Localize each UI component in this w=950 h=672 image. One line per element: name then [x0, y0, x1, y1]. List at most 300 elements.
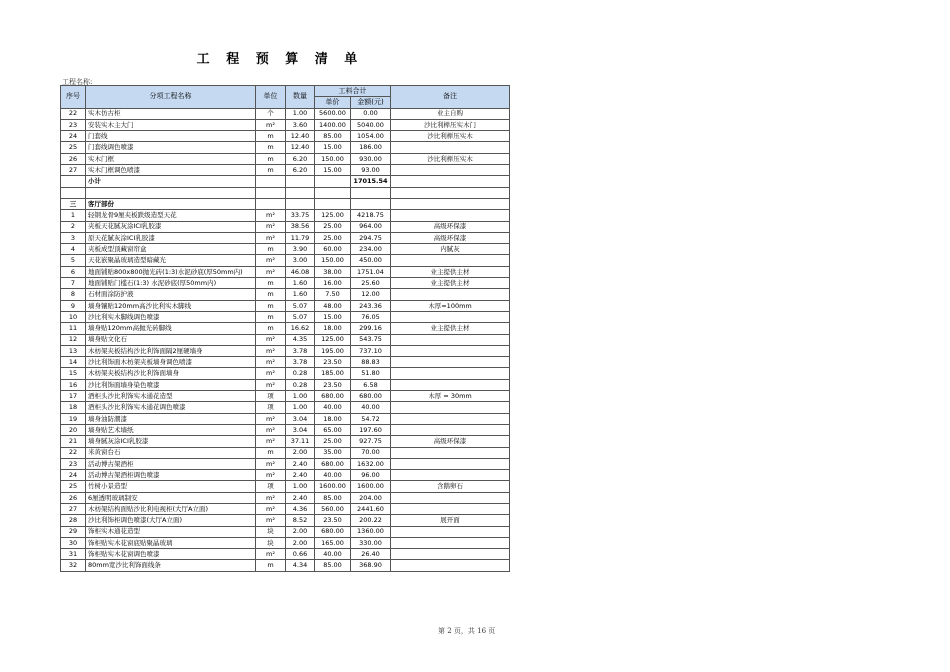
- cell-qty: 0.28: [286, 379, 315, 390]
- cell-seq: 23: [61, 458, 86, 469]
- cell-amount: 186.00: [351, 142, 391, 153]
- table-row: [61, 210, 510, 221]
- cell-seq: 4: [61, 244, 86, 255]
- header-remark: 备注: [391, 86, 510, 109]
- cell-qty: 3.00: [286, 255, 315, 266]
- cell-seq: 12: [61, 334, 86, 345]
- header-cost-total: 工料合计: [315, 86, 391, 97]
- cell-remark: [391, 165, 510, 176]
- cell-remark: [391, 458, 510, 469]
- cell-qty: 2.40: [286, 458, 315, 469]
- cell-name: 墙身镶贴120mm高沙比利实木脚线: [86, 300, 256, 311]
- cell-remark: [391, 334, 510, 345]
- cell-name: 客厅部份: [86, 198, 256, 209]
- cell-seq: 11: [61, 323, 86, 334]
- cell-remark: [391, 424, 510, 435]
- cell-remark: [391, 357, 510, 368]
- cell-seq: 10: [61, 311, 86, 322]
- cell-remark: [391, 187, 510, 198]
- cell-remark: 业主自购: [391, 108, 510, 119]
- cell-price: 195.00: [315, 345, 351, 356]
- header-seq: 序号: [61, 86, 86, 109]
- table-row: [61, 119, 510, 130]
- cell-price: 38.00: [315, 266, 351, 277]
- cell-seq: 20: [61, 424, 86, 435]
- table-row: [61, 357, 510, 368]
- table-row: [61, 108, 510, 119]
- cell-qty: 3.78: [286, 357, 315, 368]
- cell-seq: 1: [61, 210, 86, 221]
- cell-amount: 964.00: [351, 221, 391, 232]
- cell-qty: 1.00: [286, 402, 315, 413]
- cell-remark: 沙比利榉压实木门: [391, 119, 510, 130]
- cell-name: 门套线: [86, 131, 256, 142]
- cell-unit: m: [256, 142, 286, 153]
- cell-price: 85.00: [315, 560, 351, 571]
- cell-name: 沙比利饰柜调色喷漆(大厅A立面): [86, 515, 256, 526]
- cell-price: 23.50: [315, 515, 351, 526]
- cell-remark: 沙比利榉压实木: [391, 131, 510, 142]
- cell-name: 小计: [86, 176, 256, 187]
- table-row: [61, 153, 510, 164]
- cell-qty: 0.66: [286, 549, 315, 560]
- cell-amount: 17015.54: [351, 176, 391, 187]
- cell-price: 23.50: [315, 357, 351, 368]
- cell-seq: 32: [61, 560, 86, 571]
- cell-qty: 2.40: [286, 470, 315, 481]
- cell-unit: m: [256, 153, 286, 164]
- cell-seq: 3: [61, 232, 86, 243]
- cell-remark: 业主提供主材: [391, 266, 510, 277]
- cell-qty: 3.78: [286, 345, 315, 356]
- cell-unit: m²: [256, 458, 286, 469]
- cell-remark: 展开面: [391, 515, 510, 526]
- cell-amount: 88.83: [351, 357, 391, 368]
- table-row: [61, 549, 510, 560]
- cell-price: 680.00: [315, 391, 351, 402]
- table-row: [61, 244, 510, 255]
- cell-seq: 31: [61, 549, 86, 560]
- cell-unit: m²: [256, 379, 286, 390]
- table-row: [61, 560, 510, 571]
- cell-amount: 6.58: [351, 379, 391, 390]
- cell-unit: m²: [256, 334, 286, 345]
- cell-remark: [391, 470, 510, 481]
- table-row: [61, 187, 510, 198]
- page-footer: 第 2 页，共 16 页: [438, 627, 496, 635]
- cell-qty: 1.00: [286, 481, 315, 492]
- cell-unit: 个: [256, 108, 286, 119]
- cell-unit: m: [256, 323, 286, 334]
- cell-seq: 22: [61, 447, 86, 458]
- cell-name: 夹板天花腻灰涂ICI乳胶漆: [86, 221, 256, 232]
- cell-name: 活动博古架酒柜调色喷漆: [86, 470, 256, 481]
- table-row: [61, 379, 510, 390]
- cell-amount: 204.00: [351, 492, 391, 503]
- cell-remark: [391, 176, 510, 187]
- cell-amount: 26.40: [351, 549, 391, 560]
- cell-unit: m: [256, 311, 286, 322]
- cell-remark: [391, 289, 510, 300]
- cell-unit: m: [256, 560, 286, 571]
- cell-amount: 737.10: [351, 345, 391, 356]
- cell-price: 185.00: [315, 368, 351, 379]
- table-row: [61, 368, 510, 379]
- header-name: 分项工程名称: [86, 86, 256, 109]
- cell-amount: 2441.60: [351, 503, 391, 514]
- cell-name: 6厘透明玻璃制安: [86, 492, 256, 503]
- cell-name: 夹板成型顶藏窗帘盒: [86, 244, 256, 255]
- cell-seq: 7: [61, 278, 86, 289]
- cell-name: 木枋架夹板结构沙比利饰面墙身: [86, 368, 256, 379]
- cell-name: 饰柜实木通花造型: [86, 526, 256, 537]
- cell-amount: 51.80: [351, 368, 391, 379]
- cell-remark: 含鹅卵石: [391, 481, 510, 492]
- header-unit: 单位: [256, 86, 286, 109]
- table-row: [61, 424, 510, 435]
- page-title: 工 程 预 算 清 单: [196, 52, 364, 67]
- header-price: 单价: [315, 97, 351, 108]
- cell-amount: 0.00: [351, 108, 391, 119]
- cell-amount: 234.00: [351, 244, 391, 255]
- cell-name: 天花嵌聚晶玻璃造型暗藏光: [86, 255, 256, 266]
- table-row: [61, 537, 510, 548]
- cell-qty: 3.60: [286, 119, 315, 130]
- cell-qty: 4.36: [286, 503, 315, 514]
- cell-unit: [256, 198, 286, 209]
- cell-name: [86, 187, 256, 198]
- cell-seq: 16: [61, 379, 86, 390]
- cell-amount: 1054.00: [351, 131, 391, 142]
- cell-remark: [391, 255, 510, 266]
- cell-unit: m²: [256, 368, 286, 379]
- cell-amount: 40.00: [351, 402, 391, 413]
- cell-remark: [391, 345, 510, 356]
- cell-seq: [61, 176, 86, 187]
- cell-unit: 项: [256, 391, 286, 402]
- cell-remark: [391, 368, 510, 379]
- cell-price: 125.00: [315, 210, 351, 221]
- cell-seq: 2: [61, 221, 86, 232]
- cell-seq: 26: [61, 492, 86, 503]
- table-row: [61, 503, 510, 514]
- cell-remark: [391, 526, 510, 537]
- cell-amount: 197.60: [351, 424, 391, 435]
- cell-qty: 16.62: [286, 323, 315, 334]
- cell-amount: 930.00: [351, 153, 391, 164]
- cell-price: [315, 198, 351, 209]
- cell-name: 木枋架夹板结构沙比利饰面隔2厘硬墙身: [86, 345, 256, 356]
- table-row: [61, 142, 510, 153]
- cell-qty: 46.08: [286, 266, 315, 277]
- cell-unit: [256, 187, 286, 198]
- table-row: [61, 232, 510, 243]
- cell-seq: 27: [61, 503, 86, 514]
- cell-amount: 927.75: [351, 436, 391, 447]
- cell-amount: 96.00: [351, 470, 391, 481]
- cell-name: 米黄窗台石: [86, 447, 256, 458]
- cell-remark: 沙比利榉压实木: [391, 153, 510, 164]
- cell-qty: 2.00: [286, 447, 315, 458]
- header-qty: 数量: [286, 86, 315, 109]
- table-row: [61, 221, 510, 232]
- cell-name: 饰柜贴实木花窗底贴聚晶玻璃: [86, 537, 256, 548]
- cell-seq: 15: [61, 368, 86, 379]
- cell-qty: 11.79: [286, 232, 315, 243]
- cell-seq: 13: [61, 345, 86, 356]
- cell-remark: [391, 492, 510, 503]
- cell-price: 48.00: [315, 300, 351, 311]
- cell-name: 实木门框调色喷漆: [86, 165, 256, 176]
- cell-amount: 368.90: [351, 560, 391, 571]
- table-row: [61, 255, 510, 266]
- cell-unit: m²: [256, 549, 286, 560]
- cell-amount: 243.36: [351, 300, 391, 311]
- cell-amount: 680.00: [351, 391, 391, 402]
- cell-unit: m: [256, 244, 286, 255]
- cell-qty: 8.52: [286, 515, 315, 526]
- cell-name: 木枋架结构面贴沙比利电视柜(大厅A立面): [86, 503, 256, 514]
- cell-price: 165.00: [315, 537, 351, 548]
- cell-name: 地面铺贴800x800抛光砖(1:3)水泥砂底(厚50mm内): [86, 266, 256, 277]
- cell-qty: 1.00: [286, 391, 315, 402]
- budget-table: [60, 85, 510, 572]
- cell-qty: 1.60: [286, 289, 315, 300]
- cell-unit: m²: [256, 357, 286, 368]
- cell-name: 门套线调色喷漆: [86, 142, 256, 153]
- cell-name: 墙身贴艺术墙纸: [86, 424, 256, 435]
- cell-price: 25.00: [315, 232, 351, 243]
- table-row: [61, 436, 510, 447]
- cell-name: 墙身贴文化石: [86, 334, 256, 345]
- cell-seq: 25: [61, 481, 86, 492]
- cell-price: 125.00: [315, 334, 351, 345]
- cell-name: 原天花腻灰涂ICI乳胶漆: [86, 232, 256, 243]
- cell-amount: 76.05: [351, 311, 391, 322]
- table-row: [61, 300, 510, 311]
- cell-unit: m²: [256, 515, 286, 526]
- cell-unit: m: [256, 289, 286, 300]
- cell-qty: 12.40: [286, 142, 315, 153]
- cell-remark: 内腻灰: [391, 244, 510, 255]
- cell-name: 墙身油防潮漆: [86, 413, 256, 424]
- table-row: [61, 334, 510, 345]
- cell-qty: 5.07: [286, 300, 315, 311]
- table-row: [61, 323, 510, 334]
- table-row: [61, 447, 510, 458]
- table-row: [61, 458, 510, 469]
- cell-unit: 块: [256, 537, 286, 548]
- cell-qty: [286, 198, 315, 209]
- cell-qty: 1.60: [286, 278, 315, 289]
- cell-unit: m²: [256, 503, 286, 514]
- cell-price: 5600.00: [315, 108, 351, 119]
- cell-seq: 24: [61, 470, 86, 481]
- cell-seq: 8: [61, 289, 86, 300]
- cell-name: 竹树小景造型: [86, 481, 256, 492]
- table-row: [61, 526, 510, 537]
- cell-seq: 22: [61, 108, 86, 119]
- cell-unit: [256, 176, 286, 187]
- cell-amount: 450.00: [351, 255, 391, 266]
- cell-seq: [61, 187, 86, 198]
- cell-name: 墙身腻灰涂ICI乳胶漆: [86, 436, 256, 447]
- cell-unit: 项: [256, 402, 286, 413]
- cell-remark: [391, 402, 510, 413]
- cell-price: 680.00: [315, 458, 351, 469]
- cell-name: 沙比利实木脚线调色喷漆: [86, 311, 256, 322]
- table-body: [61, 108, 510, 571]
- cell-unit: m: [256, 447, 286, 458]
- cell-unit: m: [256, 278, 286, 289]
- cell-unit: m: [256, 131, 286, 142]
- cell-amount: 4218.75: [351, 210, 391, 221]
- cell-amount: 70.00: [351, 447, 391, 458]
- cell-name: 酒柜头沙比利饰实木通花造型: [86, 391, 256, 402]
- table-row: [61, 413, 510, 424]
- table-row: [61, 481, 510, 492]
- cell-name: 地面铺贴门槛石(1:3) 水泥砂底(厚50mm内): [86, 278, 256, 289]
- cell-qty: 33.75: [286, 210, 315, 221]
- table-row: [61, 131, 510, 142]
- cell-price: 18.00: [315, 323, 351, 334]
- cell-seq: 17: [61, 391, 86, 402]
- cell-remark: 木厚 = 30mm: [391, 391, 510, 402]
- cell-amount: 5040.00: [351, 119, 391, 130]
- cell-seq: 29: [61, 526, 86, 537]
- cell-qty: 0.28: [286, 368, 315, 379]
- cell-remark: [391, 560, 510, 571]
- cell-remark: 高级环保漆: [391, 232, 510, 243]
- table-row: [61, 311, 510, 322]
- cell-amount: 1360.00: [351, 526, 391, 537]
- cell-remark: [391, 537, 510, 548]
- cell-remark: [391, 379, 510, 390]
- cell-price: 15.00: [315, 165, 351, 176]
- cell-unit: m²: [256, 470, 286, 481]
- cell-amount: 25.60: [351, 278, 391, 289]
- cell-seq: 9: [61, 300, 86, 311]
- cell-remark: 高级环保漆: [391, 436, 510, 447]
- cell-seq: 28: [61, 515, 86, 526]
- cell-price: 65.00: [315, 424, 351, 435]
- cell-qty: 3.90: [286, 244, 315, 255]
- cell-amount: [351, 198, 391, 209]
- cell-qty: [286, 187, 315, 198]
- cell-price: 40.00: [315, 549, 351, 560]
- cell-name: 安装实木主大门: [86, 119, 256, 130]
- cell-name: 活动博古架酒柜: [86, 458, 256, 469]
- cell-amount: 1632.00: [351, 458, 391, 469]
- cell-qty: 2.00: [286, 526, 315, 537]
- cell-remark: [391, 311, 510, 322]
- cell-qty: 4.34: [286, 560, 315, 571]
- cell-price: 150.00: [315, 255, 351, 266]
- table-row: [61, 198, 510, 209]
- cell-price: 40.00: [315, 470, 351, 481]
- cell-seq: 26: [61, 153, 86, 164]
- cell-remark: [391, 198, 510, 209]
- table-row: [61, 266, 510, 277]
- table-row: [61, 278, 510, 289]
- cell-name: 实木门框: [86, 153, 256, 164]
- cell-price: 25.00: [315, 436, 351, 447]
- cell-remark: 木厚=100mm: [391, 300, 510, 311]
- table-row: [61, 492, 510, 503]
- table-row: [61, 402, 510, 413]
- cell-unit: m²: [256, 119, 286, 130]
- cell-remark: [391, 142, 510, 153]
- cell-price: [315, 187, 351, 198]
- cell-qty: 6.20: [286, 153, 315, 164]
- cell-unit: m²: [256, 266, 286, 277]
- cell-remark: [391, 549, 510, 560]
- cell-remark: [391, 413, 510, 424]
- cell-seq: 三: [61, 198, 86, 209]
- cell-name: 沙比利饰面墙身染色喷漆: [86, 379, 256, 390]
- cell-unit: 项: [256, 481, 286, 492]
- table-row: [61, 289, 510, 300]
- cell-seq: 19: [61, 413, 86, 424]
- cell-qty: 2.40: [286, 492, 315, 503]
- cell-unit: m²: [256, 424, 286, 435]
- cell-amount: [351, 187, 391, 198]
- cell-qty: 37.11: [286, 436, 315, 447]
- cell-price: 1400.00: [315, 119, 351, 130]
- table-row: [61, 391, 510, 402]
- table-header-row: [61, 86, 510, 97]
- cell-remark: [391, 210, 510, 221]
- table-row: [61, 176, 510, 187]
- cell-unit: m²: [256, 436, 286, 447]
- cell-qty: 12.40: [286, 131, 315, 142]
- cell-price: 560.00: [315, 503, 351, 514]
- table-row: [61, 470, 510, 481]
- cell-seq: 18: [61, 402, 86, 413]
- cell-price: [315, 176, 351, 187]
- cell-name: 酒柜头沙比利饰实木通花调色喷漆: [86, 402, 256, 413]
- cell-name: 饰柜贴实木花窗调色喷漆: [86, 549, 256, 560]
- cell-unit: m²: [256, 210, 286, 221]
- cell-name: 墙身贴120mm高抛光砖脚线: [86, 323, 256, 334]
- cell-qty: 5.07: [286, 311, 315, 322]
- cell-remark: [391, 503, 510, 514]
- cell-qty: 4.35: [286, 334, 315, 345]
- cell-seq: 14: [61, 357, 86, 368]
- cell-amount: 12.00: [351, 289, 391, 300]
- cell-remark: 业主提供主材: [391, 323, 510, 334]
- cell-qty: 1.00: [286, 108, 315, 119]
- cell-price: 18.00: [315, 413, 351, 424]
- cell-amount: 1600.00: [351, 481, 391, 492]
- cell-price: 16.00: [315, 278, 351, 289]
- cell-qty: 38.56: [286, 221, 315, 232]
- cell-unit: m²: [256, 221, 286, 232]
- cell-amount: 93.00: [351, 165, 391, 176]
- cell-price: 85.00: [315, 492, 351, 503]
- cell-seq: 30: [61, 537, 86, 548]
- cell-seq: 21: [61, 436, 86, 447]
- cell-unit: 块: [256, 526, 286, 537]
- cell-price: 680.00: [315, 526, 351, 537]
- cell-unit: m²: [256, 255, 286, 266]
- header-amount: 金额(元): [351, 97, 391, 108]
- cell-amount: 200.22: [351, 515, 391, 526]
- table-row: [61, 515, 510, 526]
- cell-unit: m²: [256, 345, 286, 356]
- cell-price: 85.00: [315, 131, 351, 142]
- cell-price: 15.00: [315, 311, 351, 322]
